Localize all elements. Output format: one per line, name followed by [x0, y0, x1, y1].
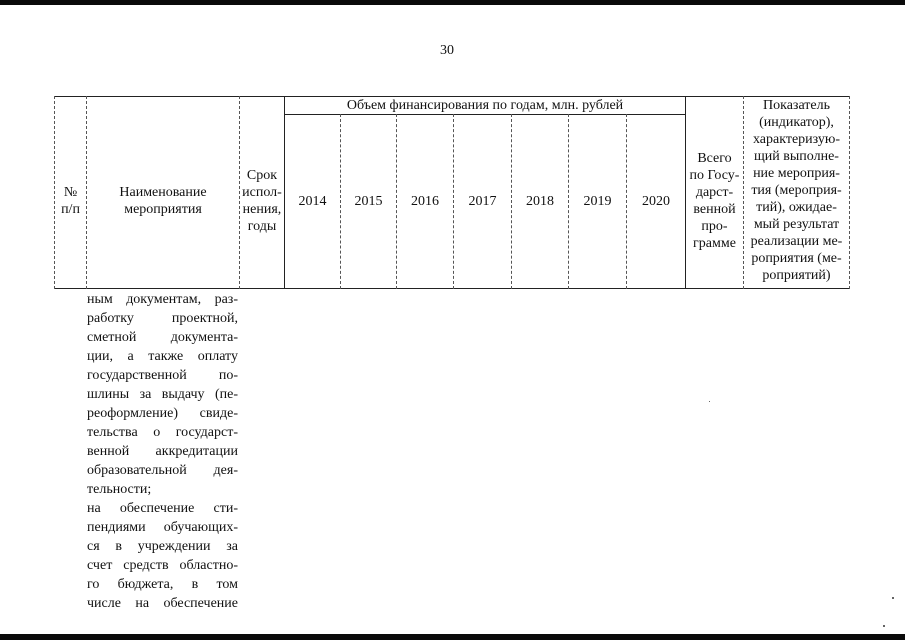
body-text-line: го бюджета, в том	[87, 577, 238, 592]
table-right-border	[849, 96, 850, 289]
body-text-line: сметной документа-	[87, 330, 238, 345]
scan-speck	[709, 401, 710, 402]
header-year: 2017	[468, 194, 497, 209]
scan-top-edge	[0, 0, 905, 5]
body-text-line: счет средств областно-	[87, 558, 238, 573]
body-text-line: числе на обеспечение	[87, 596, 238, 611]
body-text-line: ции, а также оплату	[87, 349, 238, 364]
body-text-line: государственной по-	[87, 368, 238, 383]
body-text-line: тельства о государст-	[87, 425, 238, 440]
body-text-line: работку проектной,	[87, 311, 238, 326]
body-text-line: тельности;	[87, 482, 152, 497]
header-year: 2014	[298, 194, 327, 209]
header-year: 2016	[411, 194, 439, 209]
body-text-line: образовательной дея-	[87, 463, 238, 478]
body-text-line: венной аккредитации	[87, 444, 238, 459]
scan-speck	[883, 625, 885, 627]
header-funding-group: Объем финансирования по годам, млн. рублей	[346, 97, 624, 113]
scan-bottom-edge	[0, 634, 905, 640]
scan-speck	[892, 597, 894, 599]
table-header-bottom-border	[54, 288, 850, 289]
body-text-line: реоформление) свиде-	[87, 406, 238, 421]
body-text-line: ным документам, раз-	[87, 292, 238, 307]
header-indicator: Показатель (индикатор), характеризую- щий выполне- ние мероприя- тия (мероприя- тий), ожидае- мый результат реализации ме- роприятия (ме- роприятий)	[750, 98, 843, 283]
body-text-line: на обеспечение сти-	[87, 501, 238, 516]
header-year: 2015	[354, 194, 383, 209]
header-term: Срок испол- нения, годы	[242, 168, 282, 234]
header-name: Наименование мероприятия	[119, 185, 207, 217]
header-num: № п/п	[61, 185, 80, 217]
body-text-line: шлины за выдачу (пе-	[87, 387, 238, 402]
row-text-continuation	[87, 290, 238, 613]
header-year: 2020	[642, 194, 670, 209]
body-text-line: ся в учреждении за	[87, 539, 238, 554]
header-total: Всего по Госу- дарст- венной про- грамме	[689, 151, 740, 251]
body-text-line: пендиями обучающих-	[87, 520, 238, 535]
page-number: 30	[440, 43, 454, 58]
header-year: 2019	[583, 194, 612, 209]
header-year: 2018	[526, 194, 554, 209]
